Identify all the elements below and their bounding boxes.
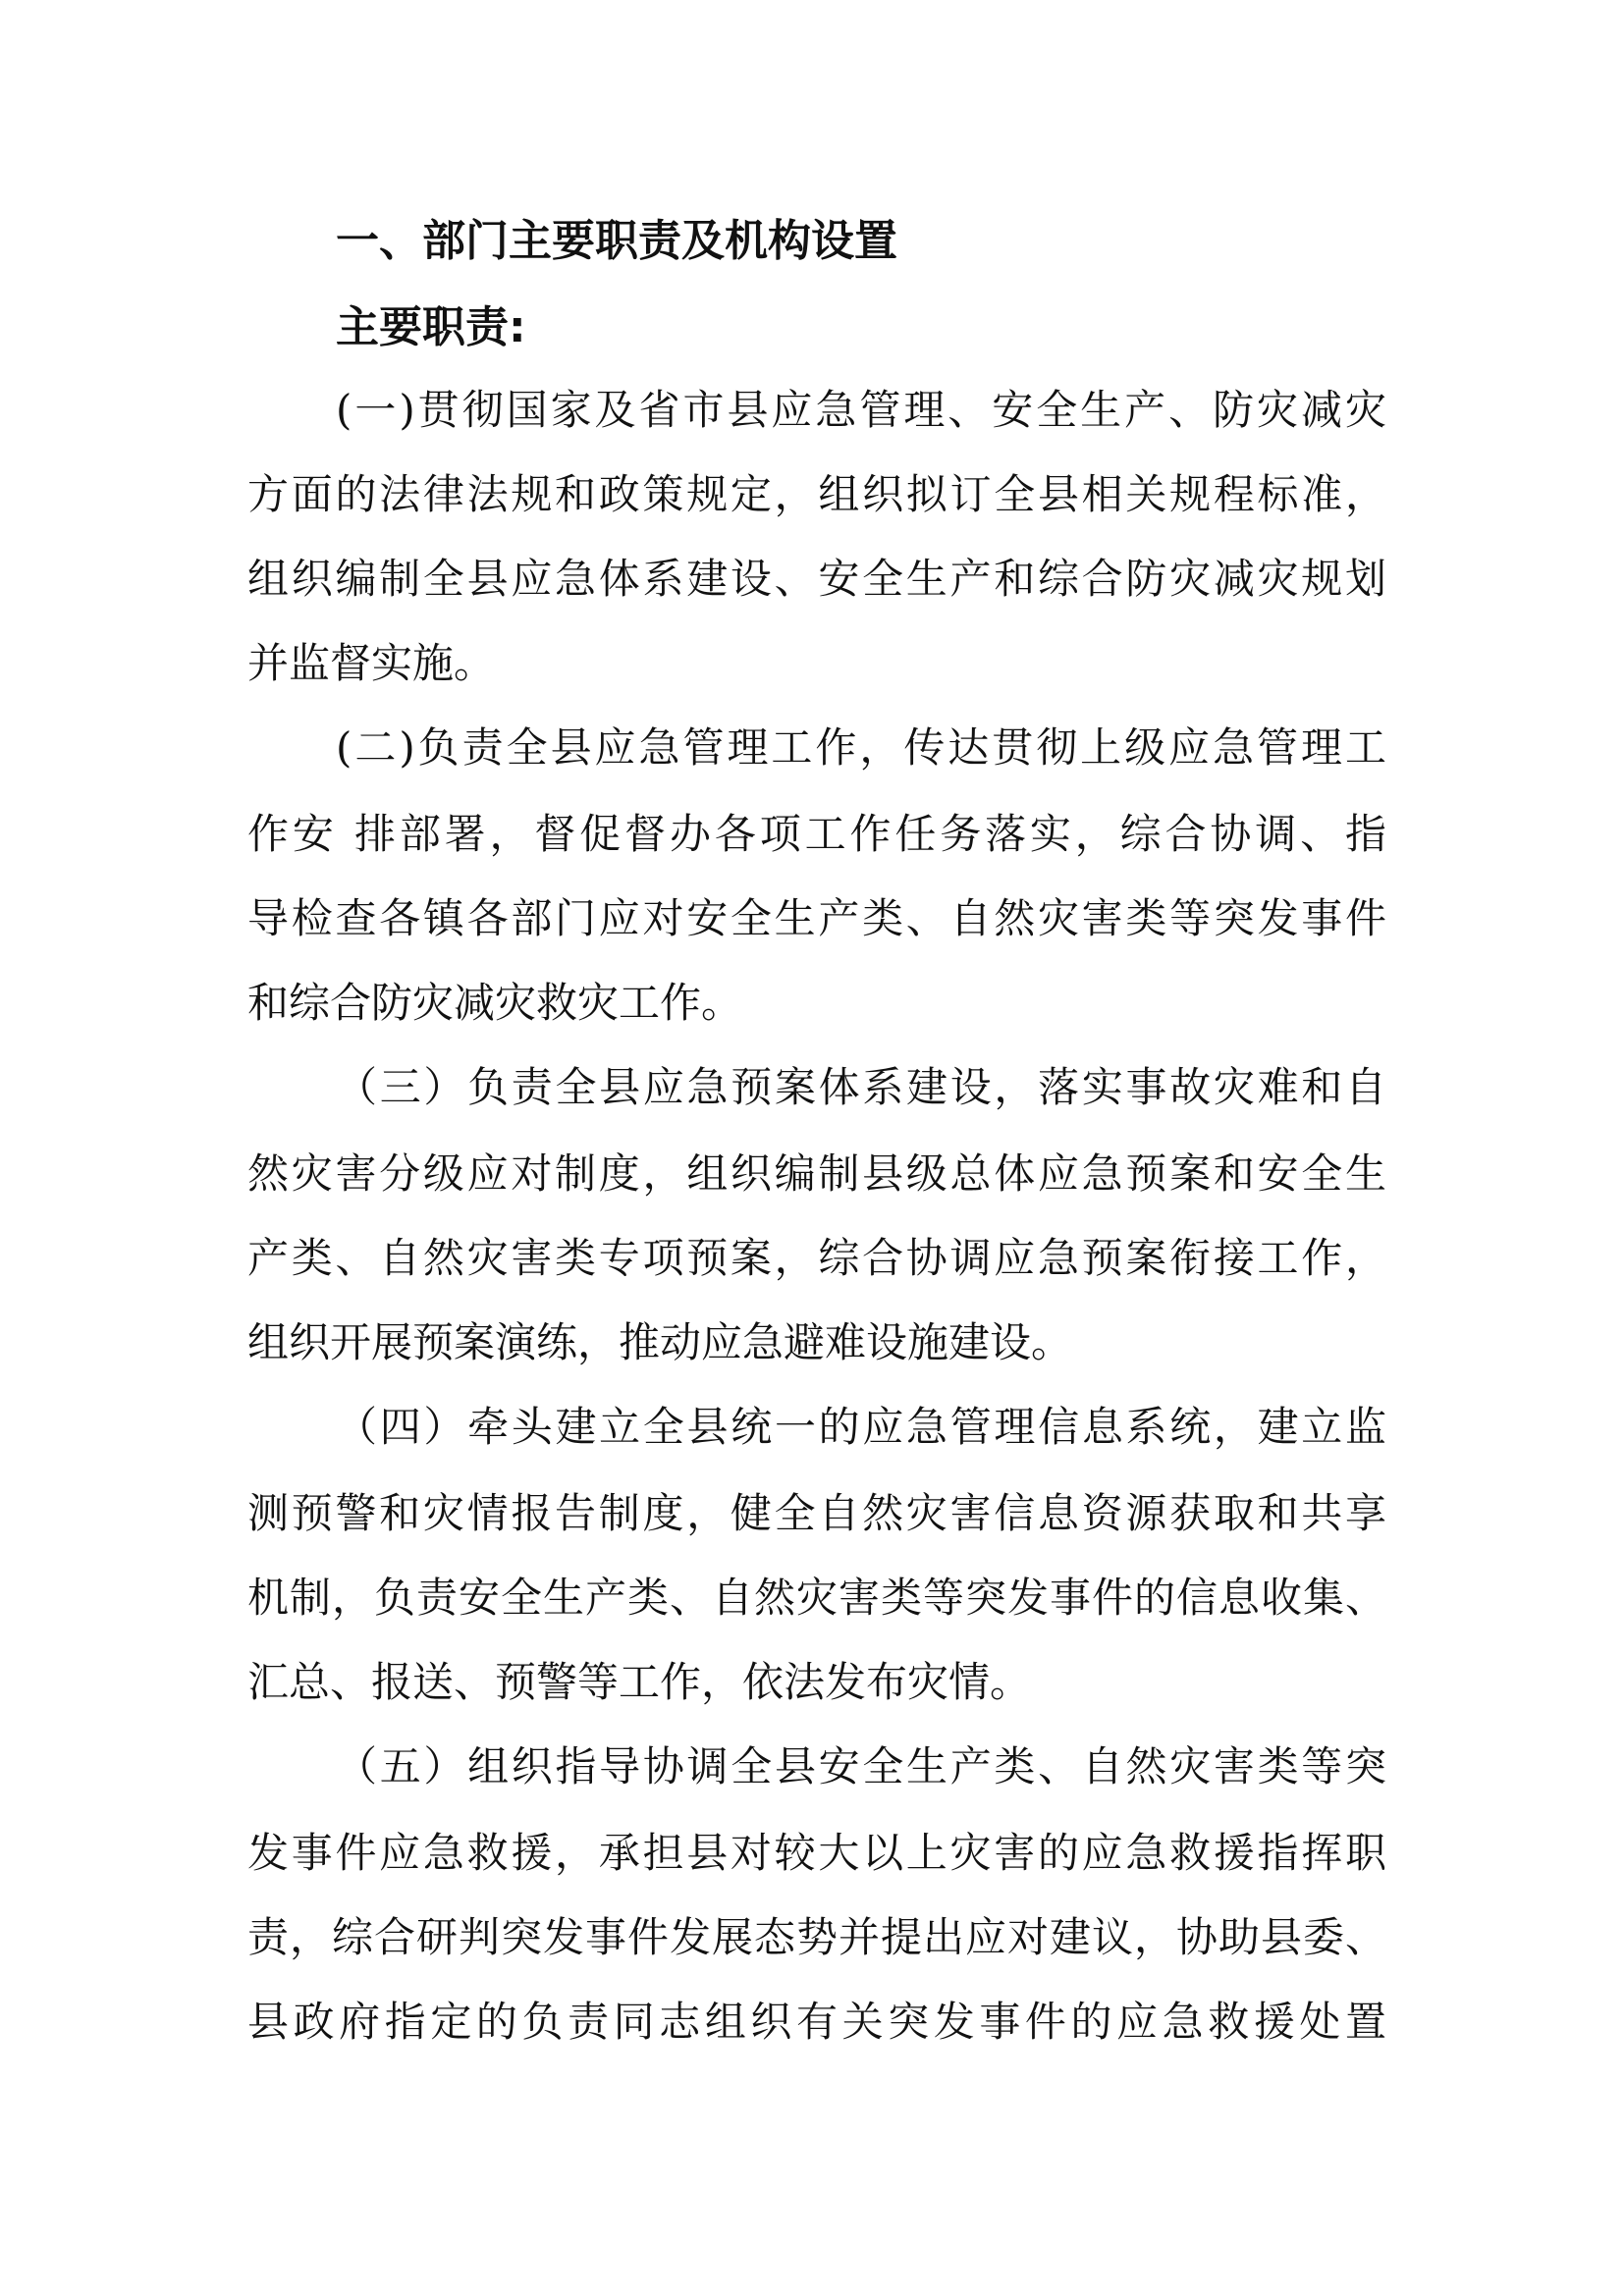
paragraph-2-line-4: 和综合防灾减灾救灾工作。: [247, 979, 743, 1027]
paragraph-5-line-2: 发事件应急救援，承担县对较大以上灾害的应急救援指挥职: [247, 1829, 1386, 1877]
paragraph-4-line-1: （四）牵头建立全县统一的应急管理信息系统，建立监: [336, 1403, 1386, 1451]
paragraph-1-line-3: 组织编制全县应急体系建设、安全生产和综合防灾减灾规划: [247, 555, 1386, 603]
subheading: 主要职责:: [336, 302, 526, 352]
paragraph-1-line-2: 方面的法律法规和政策规定，组织拟订全县相关规程标准，: [247, 470, 1386, 518]
paragraph-2-line-3: 导检查各镇各部门应对安全生产类、自然灾害类等突发事件: [247, 894, 1386, 942]
paragraph-1-line-4: 并监督实施。: [247, 639, 496, 687]
paragraph-3-line-1: （三）负责全县应急预案体系建设，落实事故灾难和自: [336, 1063, 1386, 1111]
paragraph-4-line-4: 汇总、报送、预警等工作，依法发布灾情。: [247, 1658, 1032, 1706]
paragraph-4-line-3: 机制，负责安全生产类、自然灾害类等突发事件的信息收集、: [247, 1574, 1386, 1622]
paragraph-3-line-3: 产类、自然灾害类专项预案，综合协调应急预案衔接工作，: [247, 1234, 1386, 1282]
paragraph-4-line-2: 测预警和灾情报告制度，健全自然灾害信息资源获取和共享: [247, 1489, 1386, 1537]
paragraph-5-line-4: 县政府指定的负责同志组织有关突发事件的应急救援处置: [247, 1998, 1386, 2046]
paragraph-5-line-1: （五）组织指导协调全县安全生产类、自然灾害类等突: [336, 1742, 1386, 1790]
paragraph-2-line-1: (二)负责全县应急管理工作，传达贯彻上级应急管理工: [336, 723, 1386, 772]
paragraph-5-line-3: 责，综合研判突发事件发展态势并提出应对建议，协助县委、: [247, 1913, 1386, 1961]
section-heading: 一、部门主要职责及机构设置: [336, 216, 897, 266]
paragraph-3-line-2: 然灾害分级应对制度，组织编制县级总体应急预案和安全生: [247, 1149, 1386, 1198]
paragraph-3-line-4: 组织开展预案演练，推动应急避难设施建设。: [247, 1318, 1073, 1366]
paragraph-2-line-2: 作安 排部署，督促督办各项工作任务落实，综合协调、指: [247, 810, 1386, 858]
paragraph-1-line-1: (一)贯彻国家及省市县应急管理、安全生产、防灾减灾: [336, 386, 1386, 434]
